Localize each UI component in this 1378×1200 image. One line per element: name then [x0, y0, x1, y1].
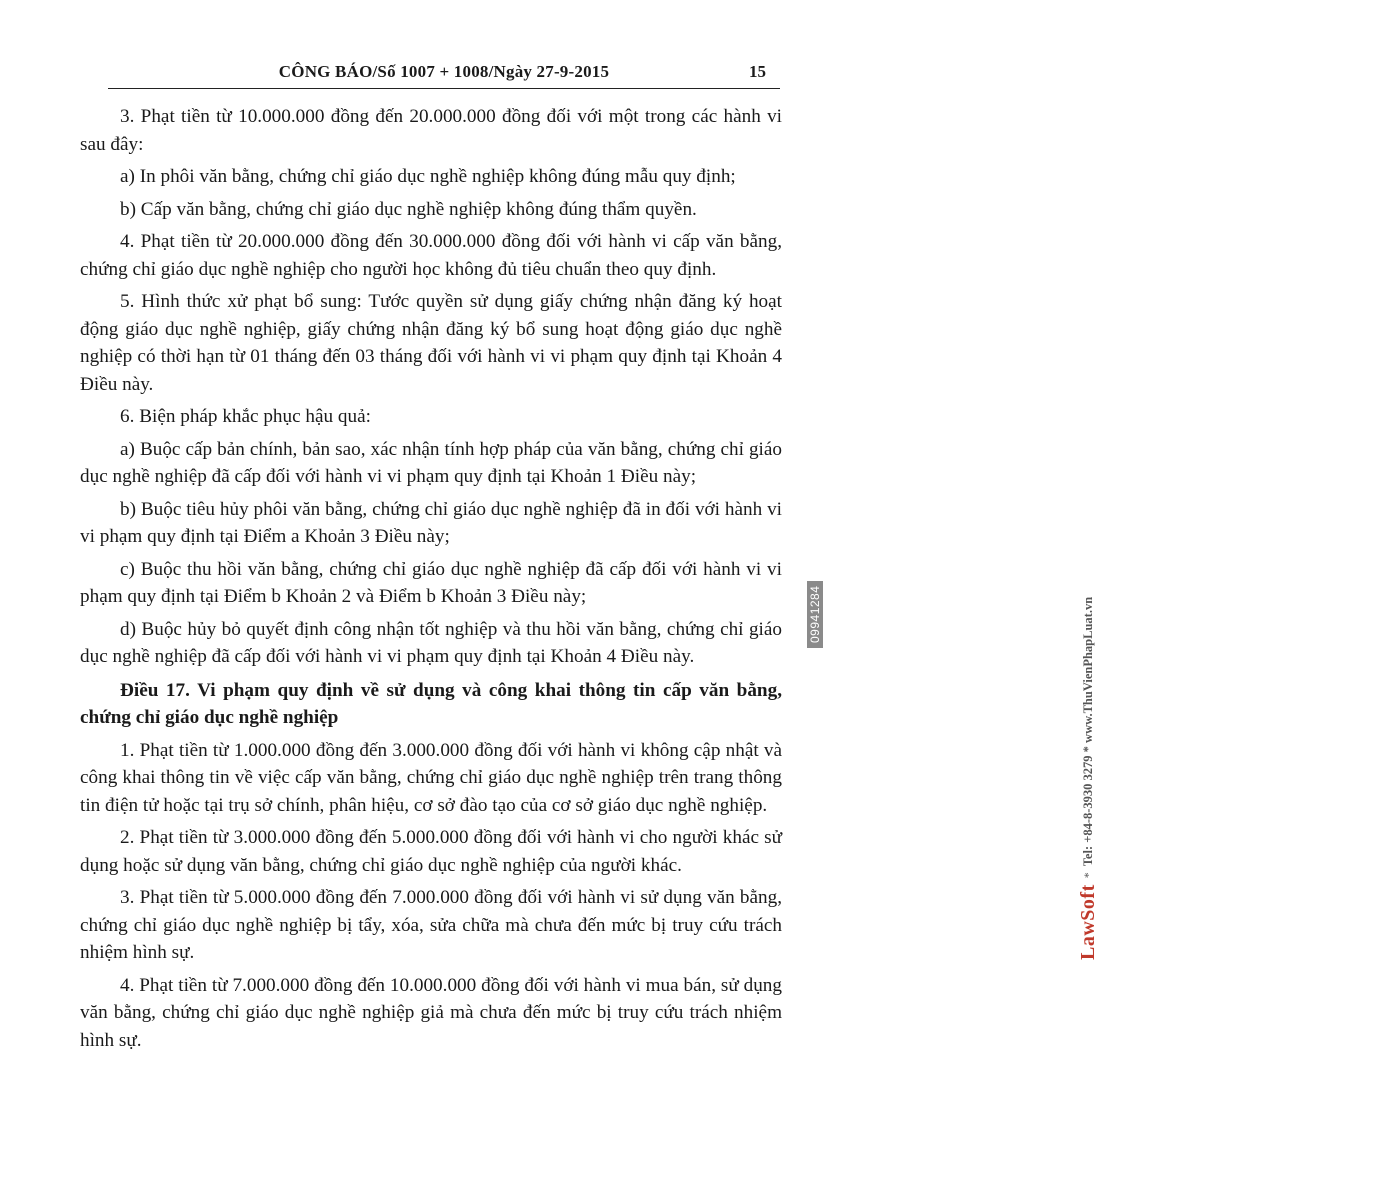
document-body [80, 103, 782, 1059]
paragraph-article-17-clause-4: 4. Phạt tiền từ 7.000.000 đồng đến 10.000.000 đồng đối với hành vi mua bán, sử dụng văn bằng, chứng chỉ giáo dục nghề nghiệp giả mà chưa đến mức bị truy cứu trách nhiệm hình sự. [80, 974, 782, 1051]
article-17-heading: Điều 17. Vi phạm quy định về sử dụng và công khai thông tin cấp văn bằng, chứng chỉ giáo dục nghề nghiệp [80, 679, 782, 728]
paragraph-clause-6c: c) Buộc thu hồi văn bằng, chứng chỉ giáo dục nghề nghiệp đã cấp đối với hành vi vi phạm quy định tại Điểm b Khoản 2 và Điểm b Khoản 3 Điều này; [80, 558, 782, 607]
paragraph-clause-6a: a) Buộc cấp bản chính, bản sao, xác nhận tính hợp pháp của văn bằng, chứng chỉ giáo dục nghề nghiệp đã cấp đối với hành vi vi phạm quy định tại Khoản 1 Điều này; [80, 438, 782, 487]
paragraph-clause-4: 4. Phạt tiền từ 20.000.000 đồng đến 30.000.000 đồng đối với hành vi cấp văn bằng, chứng chỉ giáo dục nghề nghiệp cho người học không đủ tiêu chuẩn theo quy định. [80, 231, 782, 280]
paragraph-clause-3b: b) Cấp văn bằng, chứng chỉ giáo dục nghề nghiệp không đúng thẩm quyền. [120, 198, 697, 220]
watermark-code: 09941284 [807, 581, 823, 648]
paragraph-clause-5: 5. Hình thức xử phạt bổ sung: Tước quyền sử dụng giấy chứng nhận đăng ký hoạt động giáo dục nghề nghiệp, giấy chứng nhận đăng ký bổ sung hoạt động giáo dục nghề nghiệp có thời hạn từ 01 tháng đến 03 tháng đối với hành vi vi phạm quy định tại Khoản 4 Điều này. [80, 291, 782, 395]
page-number: 15 [749, 62, 766, 81]
paragraph-clause-6b: b) Buộc tiêu hủy phôi văn bằng, chứng chỉ giáo dục nghề nghiệp đã in đối với hành vi vi phạm quy định tại Điểm a Khoản 3 Điều này; [80, 498, 782, 547]
paragraph-clause-6d: d) Buộc hủy bỏ quyết định công nhận tốt nghiệp và thu hồi văn bằng, chứng chỉ giáo dục nghề nghiệp đã cấp đối với hành vi vi phạm quy định tại Khoản 4 Điều này. [80, 618, 782, 667]
page-header [108, 58, 780, 89]
watermark-separator: * [1080, 872, 1095, 879]
watermark-code-badge [806, 585, 896, 648]
paragraph-clause-3: 3. Phạt tiền từ 10.000.000 đồng đến 20.000.000 đồng đối với một trong các hành vi sau đây: [80, 106, 782, 155]
paragraph-clause-3a: a) In phôi văn bằng, chứng chỉ giáo dục nghề nghiệp không đúng mẫu quy định; [120, 166, 736, 187]
paragraph-article-17-clause-2: 2. Phạt tiền từ 3.000.000 đồng đến 5.000.000 đồng đối với hành vi cho người khác sử dụng hoặc sử dụng văn bằng, chứng chỉ giáo dục nghề nghiệp của người khác. [80, 827, 782, 876]
paragraph-clause-6: 6. Biện pháp khắc phục hậu quả: [120, 406, 371, 427]
paragraph-article-17-clause-1: 1. Phạt tiền từ 1.000.000 đồng đến 3.000.000 đồng đối với hành vi không cập nhật và công khai thông tin về việc cấp văn bằng, chứng chỉ giáo dục nghề nghiệp trên trang thông tin điện tử hoặc tại trụ sở chính, phân hiệu, cơ sở đào tạo của cơ sở giáo dục nghề nghiệp. [80, 739, 782, 816]
lawsoft-logo: LawSoft [1076, 884, 1099, 960]
gazette-title: CÔNG BÁO/Số 1007 + 1008/Ngày 27-9-2015 [278, 62, 610, 81]
paragraph-article-17-clause-3: 3. Phạt tiền từ 5.000.000 đồng đến 7.000.000 đồng đối với hành vi sử dụng văn bằng, chứng chỉ giáo dục nghề nghiệp bị tẩy, xóa, sửa chữa mà chưa đến mức bị truy cứu trách nhiệm hình sự. [80, 887, 782, 963]
watermark-contact: Tel: +84-8-3930 3279 * www.ThuVienPhapLuat.vn [1080, 596, 1095, 867]
